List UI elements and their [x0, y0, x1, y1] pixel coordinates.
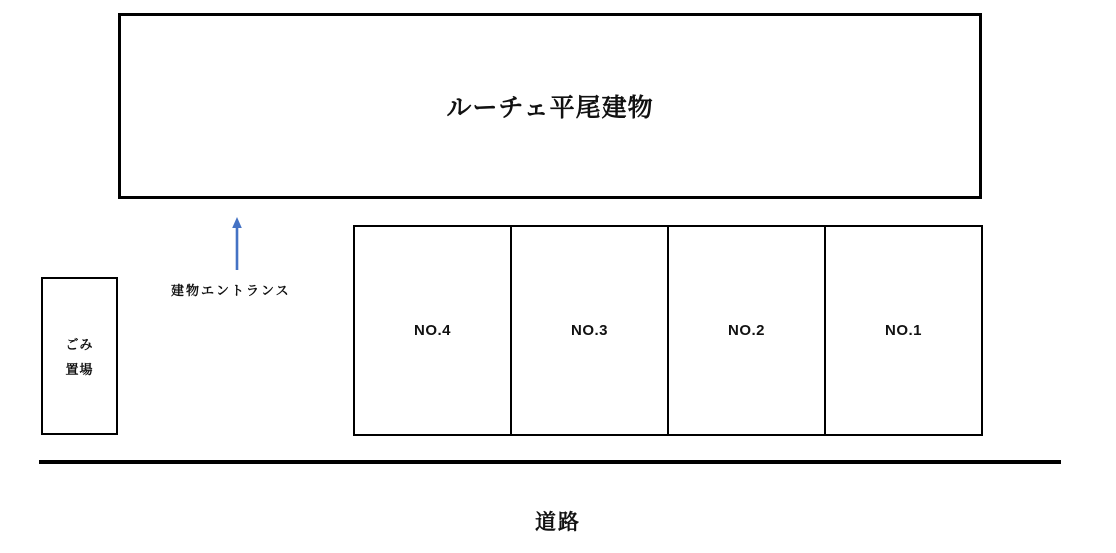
parking-space-label: NO.3 — [570, 322, 608, 339]
building-rect — [118, 13, 982, 199]
parking-space — [824, 227, 981, 434]
parking-space-label: NO.2 — [727, 322, 765, 339]
arrow-up-icon — [229, 217, 245, 272]
garbage-label-line2: 置場 — [65, 362, 94, 377]
garbage-label-line1: ごみ — [65, 337, 94, 352]
parking-space — [667, 227, 824, 434]
road-label: 道路 — [535, 511, 581, 534]
building-label: ルーチェ平尾建物 — [446, 94, 654, 122]
road-line — [39, 460, 1061, 464]
parking-space — [510, 227, 667, 434]
garbage-area-rect — [41, 277, 118, 435]
parking-space-label: NO.1 — [884, 322, 922, 339]
parking-lot — [353, 225, 983, 436]
parking-space-label: NO.4 — [413, 322, 451, 339]
entrance-label: 建物エントランス — [171, 283, 291, 298]
parking-space — [355, 227, 510, 434]
